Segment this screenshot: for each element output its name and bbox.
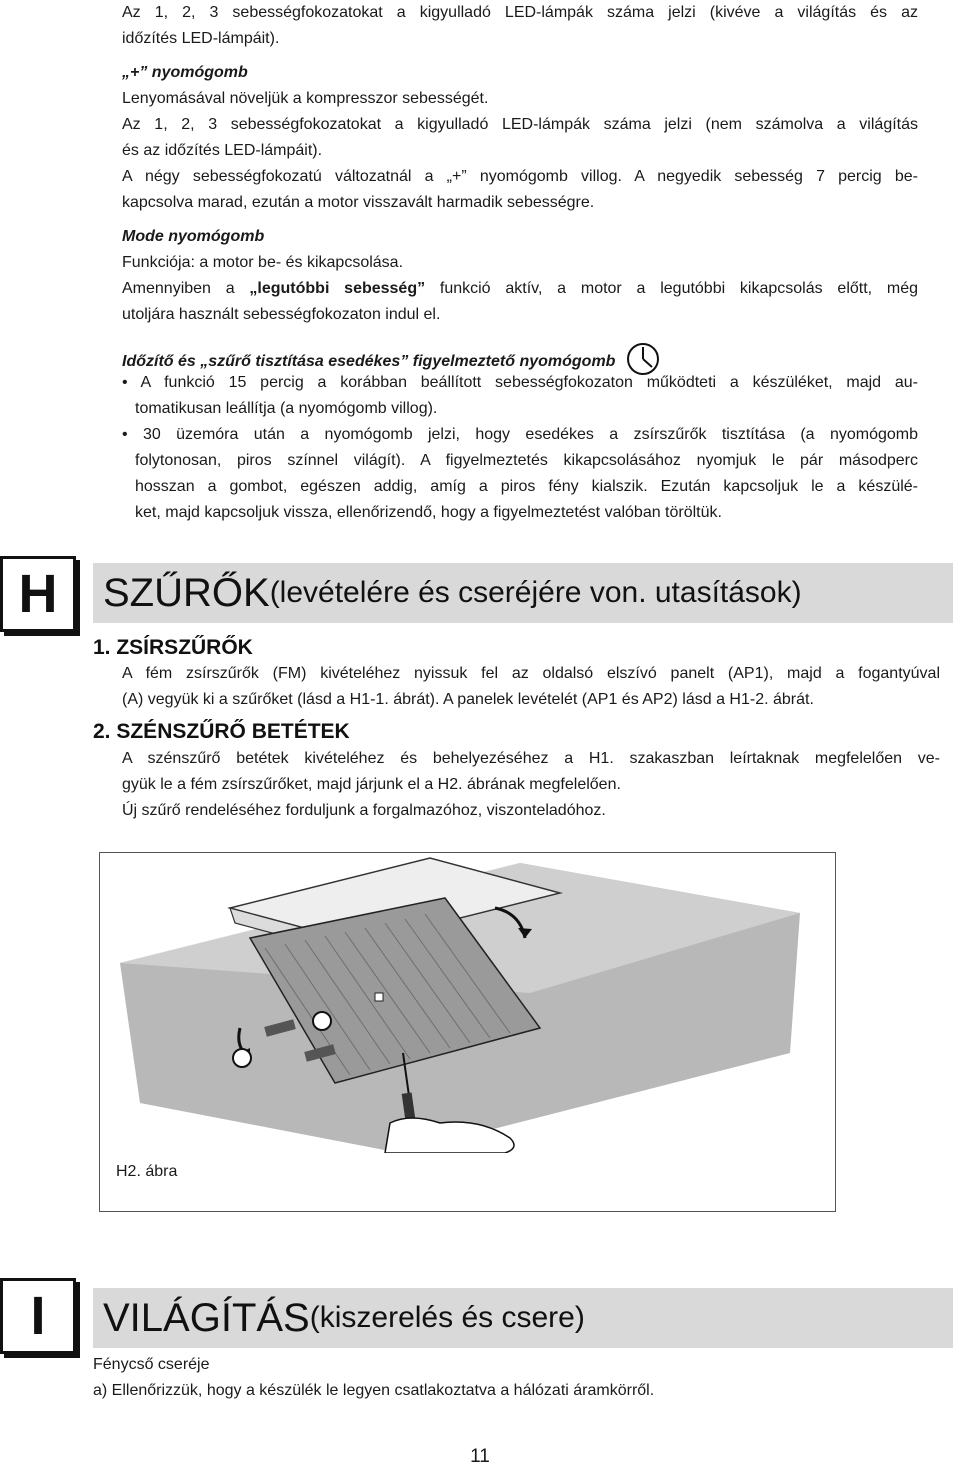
h2-line-3: Új szűrő rendeléséhez forduljunk a forgalmazóhoz, viszonteladóhoz. [122,802,606,819]
hood-filter-illustration [100,853,835,1153]
mode-line-2 [122,276,918,302]
timer-bullet-2-line-3: hosszan a gombot, egészen addig, amíg a piros fény kialszik. Ezután kapcsoljuk le a készülé- [135,478,918,495]
mode-button-section [122,224,918,334]
section-h-letter: H [0,556,76,632]
plus-line-3: és az időzítés LED-lámpáit). [122,142,323,159]
section-i-subtitle: (kiszerelés és csere) [309,1301,585,1334]
mode-line-2-post: funkció aktív, a motor a legutóbbi kikapcsolás előtt, még [425,280,919,297]
i-line-1: Fénycső cseréje [93,1356,210,1373]
intro-line-2: időzítés LED-lámpáit). [122,30,280,47]
section-i-title-bar [93,1288,953,1348]
i-line-2: a) Ellenőrizzük, hogy a készülék le legyen csatlakoztatva a hálózati áramkörről. [93,1382,655,1399]
plus-line-4: A négy sebességfokozatú változatnál a „+” nyomógomb villog. A negyedik sebesség 7 percig be- [122,168,918,185]
h2-line-1: A szénszűrő betétek kivételéhez és behelyezéséhez a H1. szakaszban leírtaknak megfelelően ve- [122,750,940,767]
h1-line-1: A fém zsírszűrők (FM) kivételéhez nyissuk fel az oldalsó elszívó panelt (AP1), majd a fogantyúval [122,665,940,682]
mode-line-2-pre: Amennyiben a [122,280,250,297]
h1-line-2: (A) vegyük ki a szűrőket (lásd a H1-1. ábrát). A panelek levételét (AP1 és AP2) lásd a H1-2. ábrát. [122,691,814,708]
timer-bullet-2-line-2: folytonosan, piros színnel világít). A figyelmeztetés kikapcsolásához nyomjuk le pár másodperc [135,452,918,469]
plus-line-5: kapcsolva marad, ezután a motor visszavált harmadik sebességre. [122,194,595,211]
mode-line-3: utoljára használt sebességfokozaton indul el. [122,306,441,323]
intro-line-1: Az 1, 2, 3 sebességfokozatokat a kigyulladó LED-lámpák száma jelzi (kivéve a világítás és az [122,4,918,21]
mode-line-1: Funkciója: a motor be- és kikapcsolása. [122,254,404,271]
figure-caption: H2. ábra [116,1163,178,1180]
plus-button-section [122,60,918,220]
section-h-title: SZŰRŐK [103,570,270,615]
h2-line-2: gyük le a fém zsírszűrőket, majd járjunk el a H2. ábrának megfelelően. [122,776,621,793]
section-h-title-bar [93,563,953,623]
section-h-2-title: 2. SZÉNSZŰRŐ BETÉTEK [93,720,350,743]
figure-h2 [99,852,836,1212]
timer-heading-text: Időzítő és „szűrő tisztítása esedékes” figyelmeztető nyomógomb [122,353,616,370]
section-h-2-body [122,746,940,824]
plus-line-2: Az 1, 2, 3 sebességfokozatokat a kigyulladó LED-lámpák száma jelzi (nem számolva a világítás [122,116,918,133]
mode-button-heading: Mode nyomógomb [122,228,265,245]
plus-button-heading: „+” nyomógomb [122,64,248,81]
timer-bullet-1-line-1: • A funkció 15 percig a korábban beállított sebességfokozaton működteti a készüléket, majd au- [122,374,918,391]
section-i-letter: I [0,1278,76,1354]
plus-line-1: Lenyomásával növeljük a kompresszor sebességét. [122,90,489,107]
section-h-1-body [122,661,940,713]
timer-button-section [122,342,918,532]
section-i-body [93,1352,933,1404]
page-number: 11 [470,1446,490,1467]
section-h-1-title: 1. ZSÍRSZŰRŐK [93,636,253,659]
timer-bullet-1-line-2: tomatikusan leállítja (a nyomógomb villog). [135,400,438,417]
section-h-subtitle: (levételére és cseréjére von. utasítások) [269,576,802,609]
section-i-title: VILÁGÍTÁS [103,1295,310,1340]
timer-bullet-2-line-1: • 30 üzemóra után a nyomógomb jelzi, hogy esedékes a zsírszűrők tisztítása (a nyomógomb [122,426,918,443]
intro-paragraph [122,0,918,52]
last-speed-label: „legutóbbi sebesség” [249,280,426,297]
timer-bullet-2-line-4: ket, majd kapcsoljuk vissza, ellenőrizendő, hogy a figyelmeztetést valóban töröltük. [135,504,722,521]
